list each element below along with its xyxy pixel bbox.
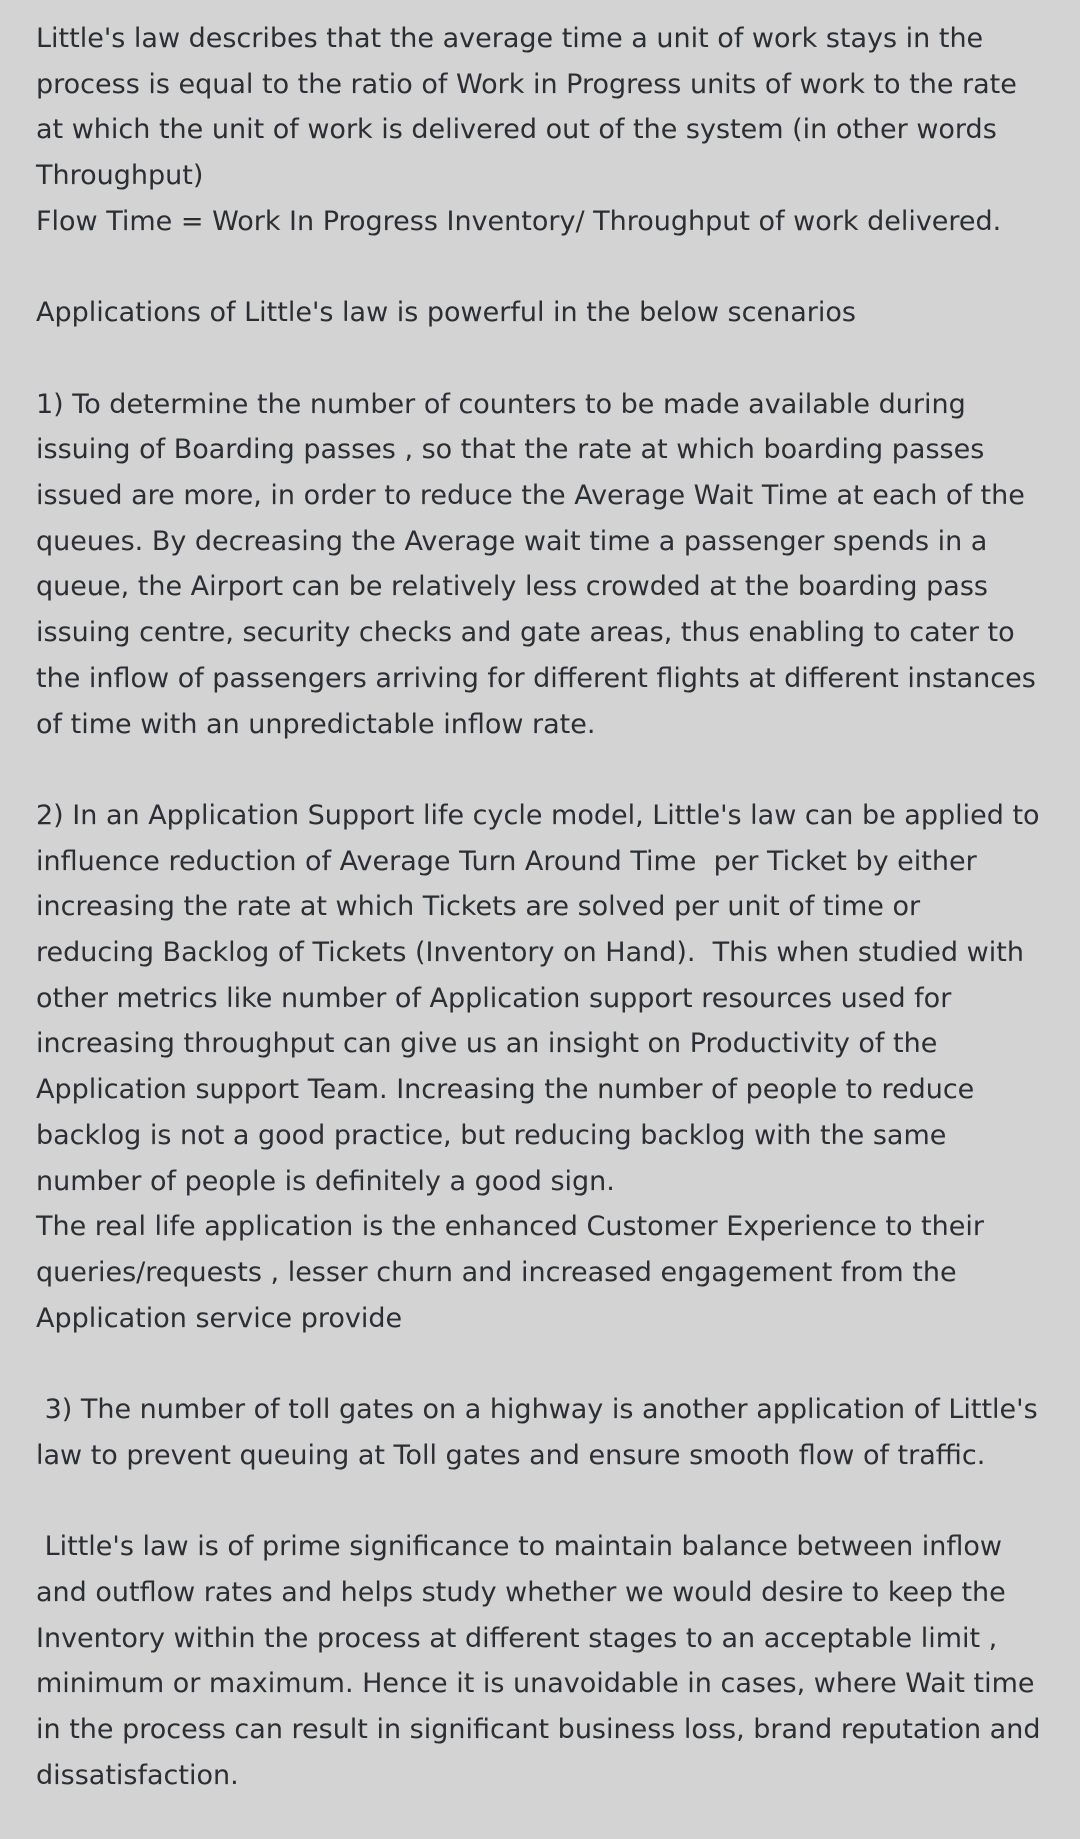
paragraph-spacer	[36, 747, 1044, 793]
paragraph-conclusion: Little's law is of prime significance to maintain balance between inflow and outflow rates and helps study whether we would desire to keep the Inventory within the process at different stages to an acceptable limit , minimum or maximum. Hence it is unavoidable in cases, where Wait time in the process can result in significant business loss, brand reputation and dissatisfaction.	[36, 1531, 1050, 1791]
paragraph-spacer	[36, 1478, 1044, 1524]
paragraph-formula: Flow Time = Work In Progress Inventory/ Throughput of work delivered.	[36, 205, 1002, 237]
paragraph-scenario-app-support: 2) In an Application Support life cycle model, Little's law can be applied to influence reduction of Average Turn Around Time per Ticket by either increasing the rate at which Tickets are solved per unit of time or reducing Backlog of Tickets (Inventory on Hand). This when studied with other metrics like number of Application support resources used for increasing throughput can give us an insight on Productivity of the Application support Team. Increasing the number of people to reduce backlog is not a good practice, but reducing backlog with the same number of people is definitely a good sign.	[36, 799, 1049, 1197]
paragraph-applications-intro: Applications of Little's law is powerful in the below scenarios	[36, 297, 856, 329]
paragraph-spacer	[36, 245, 1044, 291]
paragraph-spacer	[36, 1341, 1044, 1387]
paragraph-scenario-airport: 1) To determine the number of counters to be made available during issuing of Boarding passes , so that the rate at which boarding passes issued are more, in order to reduce the Average Wait Time at each of the queues. By decreasing the Average wait time a passenger spends in a queue, the Airport can be relatively less crowded at the boarding pass issuing centre, security checks and gate areas, thus enabling to cater to the inflow of passengers arriving for different flights at different instances of time with an unpredictable inflow rate.	[36, 388, 1045, 740]
paragraph-scenario-toll-gates: 3) The number of toll gates on a highway is another application of Little's law to prevent queuing at Toll gates and ensure smooth flow of traffic.	[36, 1394, 1047, 1471]
paragraph-real-life-application: The real life application is the enhanced Customer Experience to their queries/requests , lesser churn and increased engagement from the Application service provide	[36, 1211, 993, 1334]
paragraph-definition: Little's law describes that the average time a unit of work stays in the process is equal to the ratio of Work in Progress units of work to the rate at which the unit of work is delivered out of the system (in other words Throughput)	[36, 23, 1026, 192]
paragraph-spacer	[36, 336, 1044, 382]
